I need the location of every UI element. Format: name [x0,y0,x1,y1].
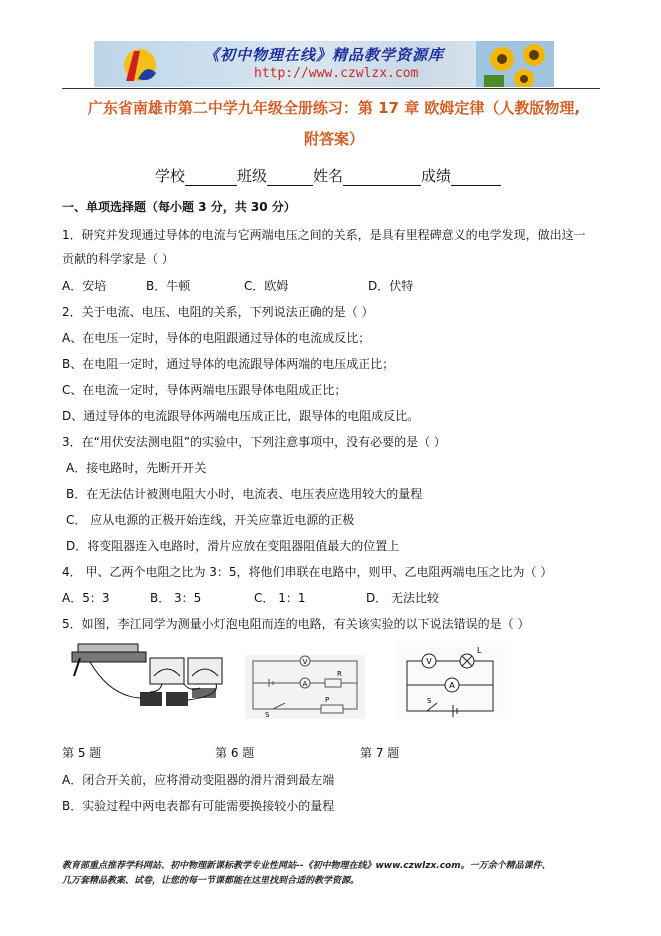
figure-6-circuit [245,655,365,719]
fig6-voltmeter-label: V [302,658,308,666]
q5-option-a: A．闭合开关前，应将滑动变阻器的滑片滑到最左端 [62,773,335,787]
document-title-line2: 附答案） [303,130,364,148]
score-label: 成绩 [421,167,452,185]
q4-option-d: D． 无法比较 [366,591,440,605]
fig6-resistor-label: R [337,670,342,678]
q2-stem: 2．关于电流、电压、电阻的关系，下列说法正确的是（ ） [62,305,374,319]
class-blank [267,185,313,186]
sunflower-image [476,41,554,87]
q2-option-a: A、在电压一定时，导体的电阻跟通过导体的电流成反比； [62,331,371,345]
figure-7-circuit [397,641,505,719]
student-info-line [155,165,501,186]
figure-5-caption: 第 5 题 [62,746,102,760]
header-banner [94,41,554,87]
q3-option-d: D．将变阻器连入电路时，滑片应放在变阻器阻值最大的位置上 [66,539,400,553]
q1-stem-line1: 1．研究并发现通过导体的电流与它两端电压之间的关系，是具有里程碑意义的电学发现，做出这一 [62,228,586,242]
q3-option-a: A．接电路时，先断开开关 [66,461,207,475]
fig7-lamp-label: L [477,646,482,655]
school-label: 学校 [155,167,186,185]
fig7-ammeter-label: A [449,681,455,690]
banner-url: http://www.czwlzx.com [254,66,419,81]
q4-option-c: C． 1：1 [254,591,306,605]
q2-option-d: D、通过导体的电流跟导体两端电压成正比，跟导体的电阻成反比。 [62,409,420,423]
figure-6-caption: 第 6 题 [215,746,255,760]
q1-option-d: D．伏特 [368,279,414,293]
figure-5-apparatus [70,636,228,712]
section-heading: 一、单项选择题（每小题 3 分，共 30 分） [62,200,296,214]
q3-option-c: C． 应从电源的正极开始连线，开关应靠近电源的正极 [66,513,355,527]
banner-title: 《初中物理在线》精品教学资源库 [204,46,445,64]
q4-option-a: A．5：3 [62,591,110,605]
document-title-line1: 广东省南雄市第二中学九年级全册练习：第 17 章 欧姆定律（人教版物理, [87,99,581,117]
q1-option-b: B．牛顿 [146,279,191,293]
footer-line2: 几万套精品教案、试卷，让您的每一节课都能在这里找到合适的教学资源。 [62,876,360,886]
fig6-switch-label: S [265,711,270,719]
q1-stem-line2: 贡献的科学家是（ ） [62,252,174,266]
class-label: 班级 [237,167,268,185]
q2-option-b: B、在电阻一定时，通过导体的电流跟导体两端的电压成正比； [62,357,395,371]
page-footer [62,859,622,889]
q4-option-b: B． 3：5 [150,591,202,605]
q5-stem: 5．如图，李江同学为测量小灯泡电阻而连的电路，有关该实验的以下说法错误的是（ ） [62,617,530,631]
q3-stem: 3．在“用伏安法测电阻”的实验中，下列注意事项中，没有必要的是（ ） [62,435,446,449]
fig7-voltmeter-label: V [426,657,432,666]
header-divider [62,88,600,89]
q2-option-c: C、在电流一定时，导体两端电压跟导体电阻成正比； [62,383,347,397]
q1-option-a: A．安培 [62,279,107,293]
fig6-ammeter-label: A [302,680,308,688]
site-logo-icon [116,43,162,85]
q1-option-c: C．欧姆 [244,279,289,293]
footer-line1: 教育部重点推荐学科网站、初中物理新课标教学专业性网站--《初中物理在线》www.czwlzx.com。一万余个精品课件、 [62,861,551,871]
fig7-switch-label: S [427,697,432,705]
fig6-slider-label: P [325,696,330,704]
score-blank [451,185,501,186]
name-label: 姓名 [313,167,344,185]
figure-7-caption: 第 7 题 [360,746,400,760]
q4-stem: 4． 甲、乙两个电阻之比为 3：5，将他们串联在电路中，则甲、乙电阻两端电压之比为（ ） [62,565,553,579]
name-blank [343,185,421,186]
q3-option-b: B．在无法估计被测电阻大小时，电流表、电压表应选用较大的量程 [66,487,423,501]
school-blank [185,185,237,186]
q5-option-b: B．实验过程中两电表都有可能需要换接较小的量程 [62,799,335,813]
